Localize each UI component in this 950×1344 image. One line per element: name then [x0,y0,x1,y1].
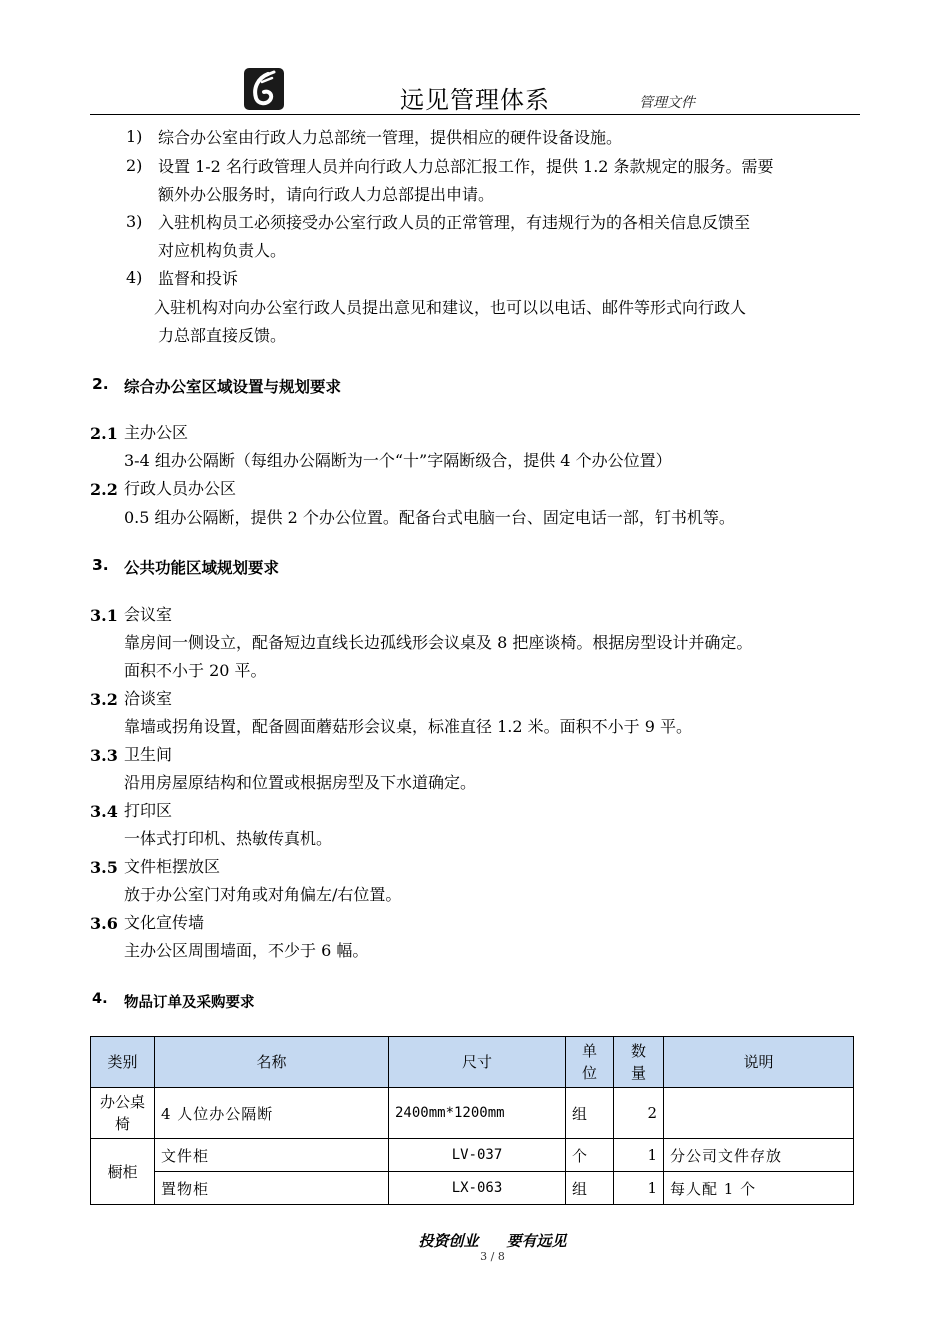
subsection-title: 会议室 [124,605,173,624]
subsection-number: 3.1 [90,606,118,625]
subsection-number: 3.4 [90,802,118,821]
name-cell: 文件柜 [155,1139,389,1172]
list-item-text: 综合办公室由行政人力总部统一管理，提供相应的硬件设备设施。 [158,128,623,147]
subsection-title: 行政人员办公区 [124,479,237,498]
subsection-text: 靠房间一侧设立，配备短边直线长边孤线形会议桌及 8 把座谈椅。根据房型设计并确定。 [124,633,753,652]
footer-slogan-part: 投资创业 [418,1232,479,1250]
table-header-cell: 名称 [155,1037,389,1088]
table-header-cell: 说明 [664,1037,854,1088]
list-item-text: 入驻机构员工必须接受办公室行政人员的正常管理，有违规行为的各相关信息反馈至 [158,213,751,232]
section-number: 2. [92,375,109,393]
subsection-number: 3.5 [90,858,118,877]
section-number: 4. [92,991,108,1007]
section-title: 公共功能区域规划要求 [124,559,280,577]
subsection-title: 卫生间 [124,745,173,764]
complaint-text: 力总部直接反馈。 [158,326,287,345]
subsection-number: 3.2 [90,690,118,709]
subsection-title: 文化宣传墙 [124,913,205,932]
size-cell: LX-063 [389,1172,566,1205]
section-number: 3. [92,556,109,574]
subsection-text: 3-4 组办公隔断（每组办公隔断为一个“十”字隔断级合，提供 4 个办公位置） [124,451,672,470]
list-item-number: 2) [126,156,143,175]
table-header-cell: 尺寸 [389,1037,566,1088]
page-header [90,64,860,116]
name-cell: 4 人位办公隔断 [155,1088,389,1139]
section-title: 综合办公室区域设置与规划要求 [124,378,342,396]
list-item-number: 1) [126,127,143,146]
header-title: 远见管理体系 [400,86,550,114]
unit-cell: 组 [566,1172,614,1205]
subsection-title: 主办公区 [124,423,189,442]
list-item-number: 3) [126,212,143,231]
category-cell: 办公桌椅 [91,1088,155,1139]
size-cell: LV-037 [389,1139,566,1172]
subsection-text: 面积不小于 20 平。 [124,661,267,680]
table-header-cell: 单位 [566,1037,614,1088]
table-row [91,1172,854,1205]
subsection-text: 靠墙或拐角设置，配备圆面蘑菇形会议桌，标准直径 1.2 米。面积不小于 9 平。 [124,717,692,736]
table-header-row [91,1037,854,1088]
list-item-text: 对应机构负责人。 [158,241,287,260]
category-cell: 橱柜 [91,1139,155,1205]
subsection-text: 一体式打印机、热敏传真机。 [124,829,333,848]
unit-cell: 个 [566,1139,614,1172]
unit-cell: 组 [566,1088,614,1139]
complaint-text: 入驻机构对向办公室行政人员提出意见和建议，也可以以电话、邮件等形式向行政人 [154,298,747,317]
size-cell: 2400mm*1200mm [389,1088,566,1139]
subsection-number: 2.1 [90,424,118,443]
company-logo [244,68,284,110]
subsection-title: 打印区 [124,801,173,820]
header-subtitle: 管理文件 [639,95,695,111]
footer-slogan [0,1230,950,1251]
subsection-title: 洽谈室 [124,689,173,708]
order-table [90,1036,854,1205]
list-item-text: 监督和投诉 [158,269,239,288]
note-cell: 分公司文件存放 [664,1139,854,1172]
note-cell [664,1088,854,1139]
subsection-text: 放于办公室门对角或对角偏左/右位置。 [124,885,402,904]
subsection-number: 3.6 [90,914,118,933]
qty-cell: 1 [614,1139,664,1172]
section-title: 物品订单及采购要求 [124,995,255,1011]
list-item-text: 设置 1-2 名行政管理人员并向行政人力总部汇报工作，提供 1.2 条款规定的服务。需要 [158,157,774,176]
table-header-cell: 类别 [91,1037,155,1088]
list-item-number: 4) [126,268,143,287]
footer-slogan-part: 要有远见 [506,1232,567,1250]
subsection-number: 2.2 [90,480,118,499]
name-cell: 置物柜 [155,1172,389,1205]
qty-cell: 1 [614,1172,664,1205]
subsection-text: 0.5 组办公隔断，提供 2 个办公位置。配备台式电脑一台、固定电话一部，钉书机等。 [124,508,735,527]
table-row [91,1139,854,1172]
page-number: 3 / 8 [480,1250,505,1263]
note-cell: 每人配 1 个 [664,1172,854,1205]
header-divider [90,114,860,115]
subsection-text: 主办公区周围墙面，不少于 6 幅。 [124,941,369,960]
list-item-text: 额外办公服务时，请向行政人力总部提出申请。 [158,185,495,204]
table-row [91,1088,854,1139]
qty-cell: 2 [614,1088,664,1139]
subsection-title: 文件柜摆放区 [124,857,221,876]
table-header-cell: 数量 [614,1037,664,1088]
subsection-text: 沿用房屋原结构和位置或根据房型及下水道确定。 [124,773,477,792]
subsection-number: 3.3 [90,746,118,765]
